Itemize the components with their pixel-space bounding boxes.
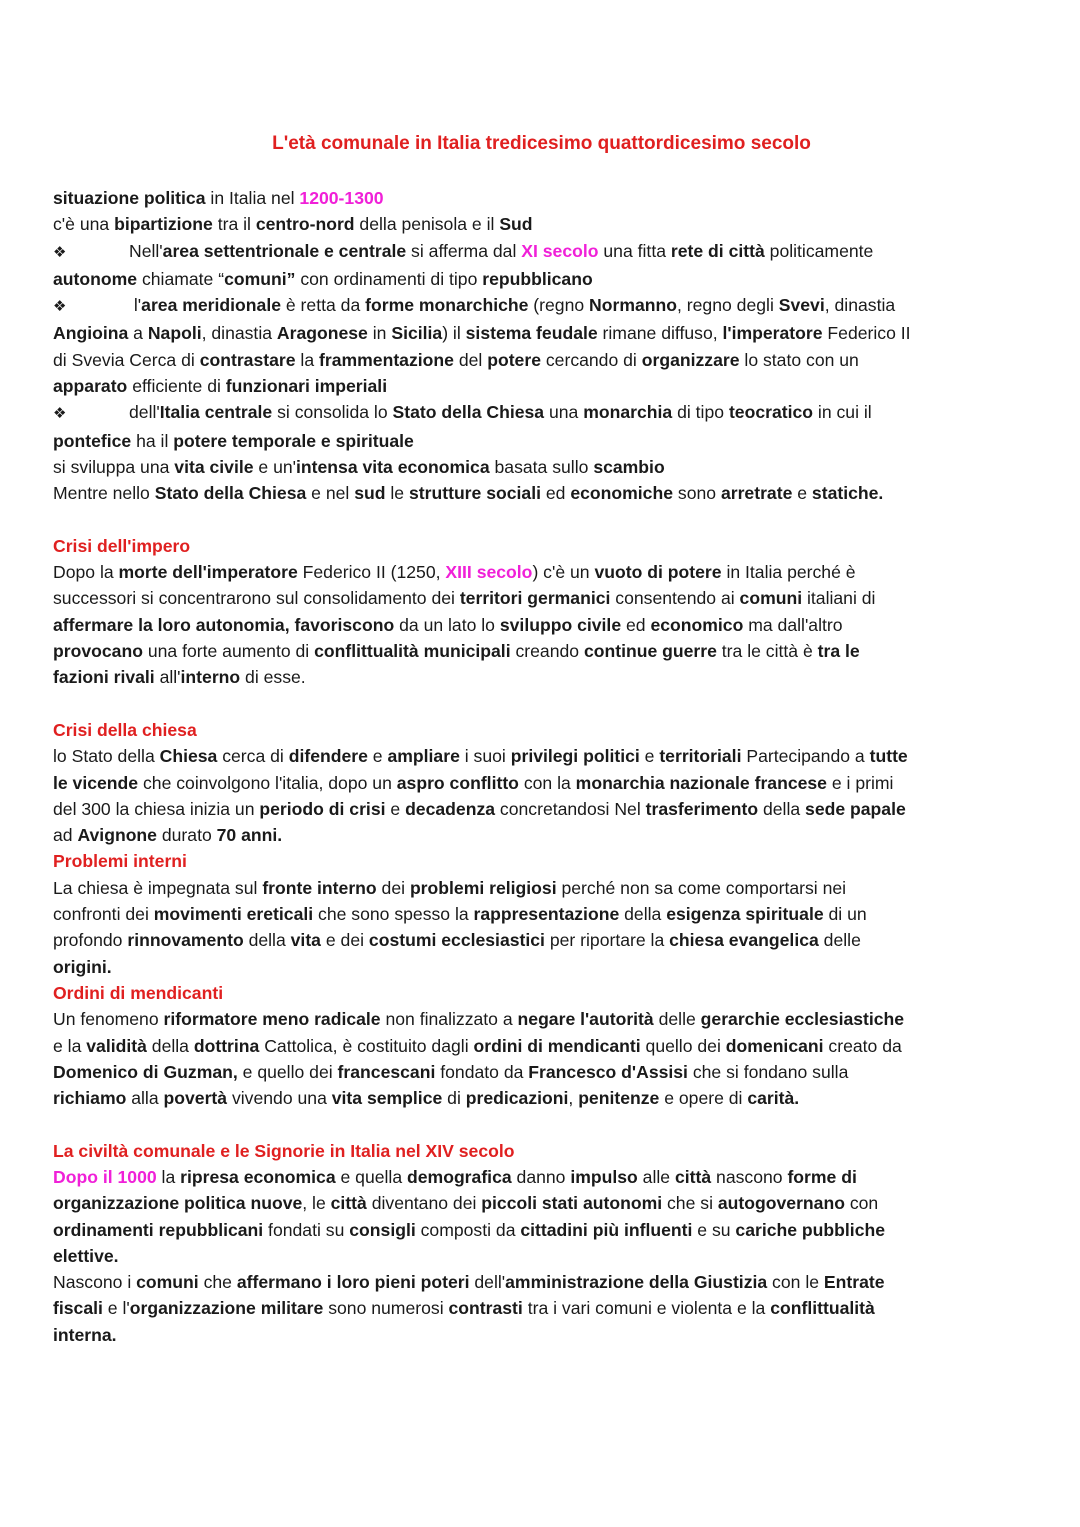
bold-text: povertà — [163, 1088, 228, 1109]
text: , le — [302, 1193, 331, 1214]
text-line — [53, 480, 1030, 506]
text: politicamente — [764, 240, 874, 261]
bold-text: centro-nord — [255, 214, 355, 235]
text: dei — [376, 877, 410, 898]
bold-text: comuni — [739, 588, 803, 609]
text-line — [53, 796, 1030, 822]
bold-text: continue guerre — [583, 641, 717, 662]
text-line — [53, 320, 1030, 346]
text: lo Stato della — [53, 746, 160, 767]
paragraph-gap — [53, 691, 1030, 717]
text: della — [146, 1035, 194, 1056]
text: Federico II (1250, — [297, 562, 446, 583]
text: di un — [823, 904, 867, 925]
text: dell' — [129, 402, 160, 423]
bold-text: gerarchie ecclesiastiche — [700, 1009, 905, 1030]
text-line — [53, 822, 1030, 848]
bold-text: vuoto di potere — [594, 562, 722, 583]
text-line — [53, 954, 1030, 980]
text: una fitta — [598, 240, 671, 261]
text: , dinastia — [201, 323, 277, 344]
bold-text: penitenze — [578, 1088, 660, 1109]
text: e la — [53, 1035, 87, 1056]
text: italiani di — [802, 588, 876, 609]
text: vivendo una — [227, 1088, 332, 1109]
bold-text: economico — [650, 614, 744, 635]
bold-text: pontefice — [53, 430, 132, 451]
text: le — [385, 483, 409, 504]
bold-text: Normanno — [589, 295, 678, 316]
text: profondo — [53, 930, 128, 951]
text: una forte aumento di — [142, 641, 315, 662]
text-line — [53, 1243, 1030, 1269]
text-line — [53, 638, 1030, 664]
bold-text: Domenico di Guzman, — [53, 1061, 238, 1082]
bold-text: statiche. — [811, 483, 884, 504]
text-line — [53, 612, 1030, 638]
text: quello dei — [640, 1035, 726, 1056]
text: è retta da — [281, 295, 366, 316]
bold-text: Svevi — [778, 295, 825, 316]
bold-text: affermare la loro autonomia, favoriscono — [53, 614, 395, 635]
text: e quello dei — [237, 1061, 338, 1082]
bold-text: Aragonese — [276, 323, 368, 344]
highlight-text: Dopo il 1000 — [53, 1166, 157, 1187]
text: in Italia nel — [205, 188, 300, 208]
text: con le — [767, 1272, 824, 1293]
bold-text: affermano i loro pieni poteri — [236, 1272, 470, 1293]
text: delle — [653, 1009, 701, 1030]
text: di Svevia Cerca di — [53, 349, 200, 370]
bold-text: potere temporale e spirituale — [173, 430, 414, 451]
text: che sono spesso la — [313, 904, 474, 925]
text: tra il — [212, 214, 256, 235]
text: e — [385, 798, 406, 819]
text-line — [53, 664, 1030, 690]
text: consentendo ai — [610, 588, 740, 609]
text-line — [53, 454, 1030, 480]
text-line — [53, 1085, 1030, 1111]
text: chiamate “ — [137, 268, 225, 289]
bold-text: validità — [86, 1035, 147, 1056]
bold-text: autonome — [53, 268, 138, 289]
diamond-bullet-icon: ❖ — [53, 298, 67, 316]
bold-text: autogovernano — [717, 1193, 845, 1214]
bold-text: scambio — [593, 456, 665, 477]
text: successori si concentrarono sul consolidamento dei — [53, 588, 460, 609]
bold-text: richiamo — [53, 1088, 127, 1109]
bold-text: Italia centrale — [159, 402, 273, 423]
bold-text: città — [330, 1193, 367, 1214]
text: efficiente di — [127, 376, 226, 397]
text-line — [53, 1059, 1030, 1085]
text: ed — [621, 614, 651, 635]
text: che — [198, 1272, 237, 1293]
text-line — [53, 1269, 1030, 1295]
paragraph-gap — [53, 1111, 1030, 1137]
bold-text: Angioina — [53, 323, 129, 344]
text: e un' — [253, 456, 297, 477]
text: che si — [662, 1193, 718, 1214]
bold-text: situazione politica — [53, 188, 206, 208]
text-line — [53, 927, 1030, 953]
text-line — [53, 901, 1030, 927]
text: di tipo — [672, 402, 729, 423]
bold-text: vita semplice — [331, 1088, 443, 1109]
bold-text: vita — [290, 930, 321, 951]
bold-text: territori germanici — [459, 588, 611, 609]
bold-text: Napoli — [147, 323, 202, 344]
text: (regno — [528, 295, 590, 316]
bold-text: cittadini più influenti — [520, 1219, 693, 1240]
text: del — [453, 349, 488, 370]
bold-text: Entrate — [823, 1272, 885, 1293]
bold-text: riformatore meno radicale — [163, 1009, 381, 1030]
text: , — [568, 1088, 579, 1109]
text: Federico II — [822, 323, 911, 344]
text: in Italia perché è — [721, 562, 856, 583]
diamond-bullet-icon: ❖ — [53, 405, 67, 423]
text: da un lato lo — [394, 614, 500, 635]
bold-text: forme di — [787, 1166, 857, 1187]
bold-text: strutture sociali — [408, 483, 541, 504]
text-line — [53, 1322, 1030, 1348]
text: fondato da — [435, 1061, 529, 1082]
text: nascono — [711, 1166, 788, 1187]
text-line — [53, 1033, 1030, 1059]
bold-text: privilegi politici — [510, 746, 640, 767]
bold-text: intensa vita economica — [296, 456, 490, 477]
bold-text: morte dell'imperatore — [118, 562, 298, 583]
bold-text: ripresa economica — [180, 1166, 336, 1187]
document-body — [53, 185, 1030, 1348]
text: ha il — [131, 430, 174, 451]
bold-text: ordini di mendicanti — [473, 1035, 641, 1056]
bold-text: carità. — [747, 1088, 800, 1109]
text: ) il — [442, 323, 466, 344]
text: e i primi — [826, 772, 894, 793]
text: tra i vari comuni e violenta e la — [522, 1298, 771, 1319]
bold-text: Sicilia — [391, 323, 443, 344]
text: e dei — [320, 930, 369, 951]
text-line — [53, 875, 1030, 901]
bold-text: organizzazione politica nuove — [53, 1193, 303, 1214]
bold-text: organizzare — [641, 349, 740, 370]
bold-text: Francesco d'Assisi — [528, 1061, 688, 1082]
text-line — [53, 585, 1030, 611]
text: con la — [518, 772, 576, 793]
text: La chiesa è impegnata sul — [53, 877, 263, 898]
bold-text: monarchia — [583, 402, 673, 423]
text-line — [53, 770, 1030, 796]
text: sono numerosi — [323, 1298, 449, 1319]
diamond-bullet-icon: ❖ — [53, 243, 67, 261]
bold-text: cariche pubbliche — [735, 1219, 886, 1240]
text: cercando di — [540, 349, 642, 370]
bold-text: conflittualità — [770, 1298, 875, 1319]
text: della — [758, 798, 806, 819]
text: Nascono i — [53, 1272, 137, 1293]
bold-text: arretrate — [720, 483, 793, 504]
bold-text: domenicani — [725, 1035, 824, 1056]
bold-text: rinnovamento — [127, 930, 244, 951]
text: in cui il — [813, 402, 872, 423]
bold-text: interno — [180, 667, 241, 688]
text: dell' — [469, 1272, 506, 1293]
text: fondati su — [263, 1219, 350, 1240]
bold-text: chiesa evangelica — [669, 930, 819, 951]
text: e opere di — [659, 1088, 748, 1109]
text: e l' — [102, 1298, 130, 1319]
bold-text: Stato della Chiesa — [392, 402, 545, 423]
text-line — [53, 373, 1030, 399]
bold-text: Sud — [499, 214, 533, 235]
text-line — [53, 1164, 1030, 1190]
text: in — [367, 323, 392, 344]
text-line — [53, 185, 1030, 211]
bold-text: frammentazione — [319, 349, 454, 370]
text: , dinastia — [824, 295, 896, 316]
text: e — [792, 483, 812, 504]
text: composti da — [415, 1219, 521, 1240]
text: delle — [818, 930, 861, 951]
text: e — [367, 746, 388, 767]
bold-text: le vicende — [53, 772, 139, 793]
bold-text: sistema feudale — [465, 323, 598, 344]
text: Partecipando a — [741, 746, 870, 767]
text: confronti dei — [53, 904, 154, 925]
bold-text: città — [674, 1166, 712, 1187]
text: per riportare la — [544, 930, 670, 951]
bold-text: rappresentazione — [473, 904, 620, 925]
bold-text: conflittualità municipali — [314, 641, 511, 662]
bold-text: ampliare — [387, 746, 460, 767]
bullet-line — [53, 238, 1030, 266]
text: sono — [673, 483, 721, 504]
bold-text: ordinamenti repubblicani — [53, 1219, 264, 1240]
bold-text: predicazioni — [465, 1088, 569, 1109]
text: rimane diffuso, — [597, 323, 723, 344]
page-title: L'età comunale in Italia tredicesimo quattordicesimo secolo — [272, 133, 811, 154]
text-line — [53, 1190, 1030, 1216]
text-line — [53, 428, 1030, 454]
bold-text: sede papale — [805, 798, 906, 819]
text: si sviluppa una — [53, 456, 175, 477]
bold-text: problemi religiosi — [409, 877, 557, 898]
text: una — [544, 402, 584, 423]
text: con — [844, 1193, 879, 1214]
text: Cattolica, è costituito dagli — [259, 1035, 474, 1056]
text: con ordinamenti di tipo — [295, 268, 483, 289]
text: la — [295, 349, 320, 370]
text: a — [128, 323, 148, 344]
text: si consolida lo — [272, 402, 393, 423]
text: della — [243, 930, 291, 951]
text: alla — [126, 1088, 164, 1109]
text: che coinvolgono l'italia, dopo un — [138, 772, 397, 793]
bold-text: organizzazione militare — [129, 1298, 324, 1319]
text: c'è una — [53, 214, 115, 235]
bold-text: funzionari imperiali — [225, 376, 388, 397]
text: i suoi — [459, 746, 511, 767]
bold-text: dottrina — [193, 1035, 260, 1056]
bold-text: fazioni rivali — [53, 667, 155, 688]
bold-text: repubblicano — [482, 268, 593, 289]
bold-text: vita civile — [174, 456, 254, 477]
text: e quella — [335, 1166, 408, 1187]
bold-text: francescani — [337, 1061, 436, 1082]
section-heading: Crisi dell'impero — [53, 535, 191, 556]
bold-text: comuni — [136, 1272, 199, 1293]
text: Dopo la — [53, 562, 119, 583]
text: non finalizzato a — [380, 1009, 518, 1030]
bold-text: piccoli stati autonomi — [481, 1193, 663, 1214]
text: che si fondano sulla — [687, 1061, 849, 1082]
text: la — [156, 1166, 181, 1187]
bold-text: bipartizione — [114, 214, 213, 235]
text: all' — [154, 667, 181, 688]
bold-text: Stato della Chiesa — [154, 483, 307, 504]
text-line — [53, 211, 1030, 237]
bold-text: movimenti ereticali — [153, 904, 314, 925]
text: ad — [53, 825, 78, 846]
text-line — [53, 266, 1030, 292]
text: creando — [510, 641, 584, 662]
text: di — [442, 1088, 466, 1109]
text: creato da — [823, 1035, 902, 1056]
text-line — [53, 1217, 1030, 1243]
text-line — [53, 347, 1030, 373]
bullet-line — [53, 399, 1030, 427]
bold-text: territoriali — [659, 746, 742, 767]
bold-text: area meridionale — [141, 295, 281, 316]
bold-text: decadenza — [405, 798, 496, 819]
highlight-text: XI secolo — [521, 240, 599, 261]
text: cerca di — [217, 746, 289, 767]
text: della penisola e il — [354, 214, 500, 235]
bold-text: monarchia nazionale francese — [575, 772, 827, 793]
bold-text: negare l'autorità — [517, 1009, 654, 1030]
bold-text: contrastare — [199, 349, 296, 370]
paragraph-gap — [53, 507, 1030, 533]
text: Nell' — [129, 240, 163, 261]
bold-text: forme monarchiche — [365, 295, 529, 316]
section-heading: Crisi della chiesa — [53, 719, 197, 740]
text: si afferma dal — [406, 240, 522, 261]
bold-text: interna. — [53, 1324, 117, 1345]
bold-text: aspro conflitto — [396, 772, 519, 793]
highlight-text: XIII secolo — [445, 562, 533, 583]
bold-text: esigenza spirituale — [666, 904, 824, 925]
bold-text: sud — [354, 483, 386, 504]
text: concretandosi Nel — [495, 798, 646, 819]
text: danno — [511, 1166, 571, 1187]
bold-text: economiche — [570, 483, 674, 504]
text-line — [53, 743, 1030, 769]
bold-text: rete di città — [670, 240, 765, 261]
text: Un fenomeno — [53, 1009, 164, 1030]
bold-text: origini. — [53, 956, 112, 977]
bold-text: contrasti — [448, 1298, 523, 1319]
bold-text: difendere — [288, 746, 368, 767]
bold-text: elettive. — [53, 1245, 119, 1266]
bold-text: Avignone — [77, 825, 157, 846]
bullet-line — [53, 292, 1030, 320]
bold-text: sviluppo civile — [499, 614, 622, 635]
text: l' — [129, 295, 142, 316]
section-heading: Problemi interni — [53, 851, 187, 872]
bold-text: fronte interno — [262, 877, 377, 898]
bold-text: consigli — [349, 1219, 416, 1240]
text: e su — [692, 1219, 736, 1240]
bold-text: potere — [487, 349, 541, 370]
bold-text: l'imperatore — [722, 323, 823, 344]
bold-text: costumi ecclesiastici — [368, 930, 545, 951]
text: e — [639, 746, 660, 767]
text: di esse. — [240, 667, 306, 688]
text: durato — [156, 825, 217, 846]
text-line — [53, 1006, 1030, 1032]
text: ma dall'altro — [743, 614, 843, 635]
bold-text: provocano — [53, 641, 143, 662]
text: e nel — [306, 483, 355, 504]
bold-text: teocratico — [728, 402, 814, 423]
bold-text: amministrazione della Giustizia — [505, 1272, 768, 1293]
text: della — [619, 904, 667, 925]
text: Mentre nello — [53, 483, 155, 504]
bold-text: fiscali — [53, 1298, 103, 1319]
bold-text: Chiesa — [159, 746, 218, 767]
section-heading: Ordini di mendicanti — [53, 982, 224, 1003]
bold-text: tutte — [869, 746, 908, 767]
bold-text: apparato — [53, 376, 128, 397]
text: ed — [540, 483, 571, 504]
text-line — [53, 559, 1030, 585]
bold-text: comuni” — [224, 268, 296, 289]
bold-text: trasferimento — [645, 798, 759, 819]
text: lo stato con un — [739, 349, 859, 370]
highlight-text: 1200-1300 — [299, 188, 384, 208]
text: diventano dei — [366, 1193, 482, 1214]
text: del 300 la chiesa inizia un — [53, 798, 260, 819]
section-heading: La civiltà comunale e le Signorie in Italia nel XIV secolo — [53, 1140, 515, 1161]
text: perché non sa come comportarsi nei — [556, 877, 847, 898]
bold-text: 70 anni. — [216, 825, 283, 846]
bold-text: tra le — [817, 641, 860, 662]
bold-text: area settentrionale e centrale — [162, 240, 407, 261]
text: ) c'è un — [532, 562, 595, 583]
bold-text: periodo di crisi — [259, 798, 386, 819]
text: , regno degli — [677, 295, 779, 316]
text: alle — [637, 1166, 675, 1187]
text: tra le città è — [716, 641, 818, 662]
text: basata sullo — [489, 456, 594, 477]
bold-text: impulso — [570, 1166, 638, 1187]
bold-text: demografica — [407, 1166, 512, 1187]
text-line — [53, 1295, 1030, 1321]
